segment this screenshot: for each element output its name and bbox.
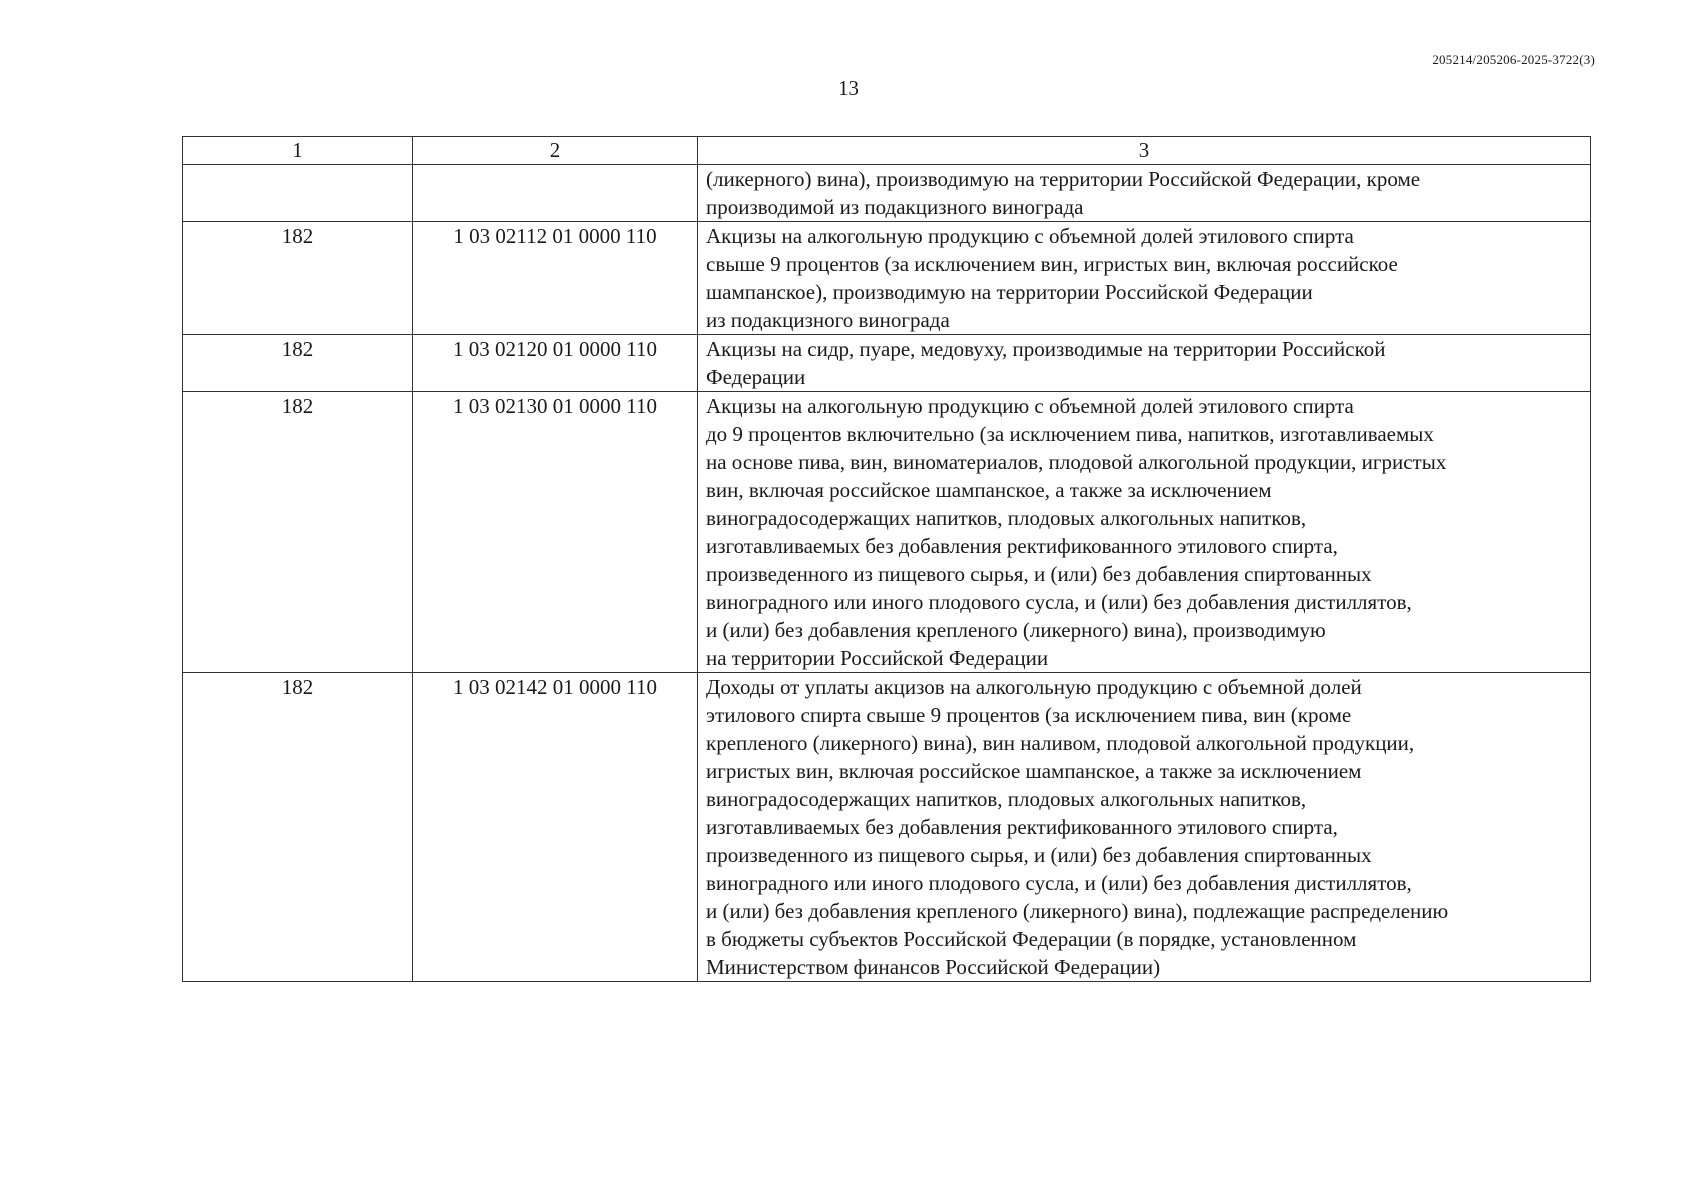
description-line: на территории Российской Федерации [706,646,1049,670]
budget-code-cell [413,165,698,222]
description-line: изготавливаемых без добавления ректификованного этилового спирта, [706,815,1338,839]
description-cell [698,392,1591,673]
description-line: и (или) без добавления крепленого (ликерного) вина), производимую [706,618,1326,642]
table-row [183,673,1591,982]
description-line: свыше 9 процентов (за исключением вин, игристых вин, включая российское [706,252,1398,276]
page-number: 13 [838,76,859,100]
description-cell [698,335,1591,392]
column-header-1: 1 [183,137,413,165]
description-line: изготавливаемых без добавления ректификованного этилового спирта, [706,534,1338,558]
description-line: на основе пива, вин, виноматериалов, плодовой алкогольной продукции, игристых [706,450,1447,474]
description-line: Акцизы на алкогольную продукцию с объемной долей этилового спирта [706,394,1354,418]
admin-code-cell [183,165,413,222]
description-line: этилового спирта свыше 9 процентов (за исключением пива, вин (кроме [706,703,1352,727]
budget-code-cell: 1 03 02112 01 0000 110 [413,222,698,335]
description-line: игристых вин, включая российское шампанское, а также за исключением [706,759,1362,783]
admin-code-cell: 182 [183,335,413,392]
description-cell [698,222,1591,335]
document-reference-number: 205214/205206-2025-3722(3) [1432,52,1595,67]
table-body [183,165,1591,982]
description-line: Акцизы на алкогольную продукцию с объемной долей этилового спирта [706,224,1354,248]
table-header-row [183,137,1591,165]
description-line: виноградосодержащих напитков, плодовых алкогольных напитков, [706,787,1307,811]
admin-code-cell: 182 [183,392,413,673]
description-line: до 9 процентов включительно (за исключением пива, напитков, изготавливаемых [706,422,1434,446]
description-line: виноградного или иного плодового сусла, и (или) без добавления дистиллятов, [706,871,1412,895]
budget-code-cell: 1 03 02120 01 0000 110 [413,335,698,392]
column-header-3: 3 [698,137,1591,165]
description-line: виноградосодержащих напитков, плодовых алкогольных напитков, [706,506,1307,530]
description-cell [698,673,1591,982]
table-row [183,222,1591,335]
revenue-codes-table [182,136,1591,982]
description-line: виноградного или иного плодового сусла, и (или) без добавления дистиллятов, [706,590,1412,614]
description-line: в бюджеты субъектов Российской Федерации (в порядке, установленном [706,927,1357,951]
budget-code-cell: 1 03 02142 01 0000 110 [413,673,698,982]
description-line: производимой из подакцизного винограда [706,195,1084,219]
description-cell [698,165,1591,222]
description-line: Доходы от уплаты акцизов на алкогольную продукцию с объемной долей [706,675,1362,699]
description-line: Федерации [706,365,806,389]
description-line: (ликерного) вина), производимую на территории Российской Федерации, кроме [706,167,1421,191]
description-line: Министерством финансов Российской Федерации) [706,955,1161,979]
table-row [183,335,1591,392]
description-line: вин, включая российское шампанское, а также за исключением [706,478,1272,502]
description-line: из подакцизного винограда [706,308,950,332]
description-line: произведенного из пищевого сырья, и (или) без добавления спиртованных [706,562,1372,586]
description-line: шампанское), производимую на территории Российской Федерации [706,280,1313,304]
description-line: крепленого (ликерного) вина), вин наливом, плодовой алкогольной продукции, [706,731,1415,755]
table-row [183,392,1591,673]
column-header-2: 2 [413,137,698,165]
admin-code-cell: 182 [183,222,413,335]
description-line: произведенного из пищевого сырья, и (или) без добавления спиртованных [706,843,1372,867]
description-line: Акцизы на сидр, пуаре, медовуху, производимые на территории Российской [706,337,1386,361]
budget-code-cell: 1 03 02130 01 0000 110 [413,392,698,673]
description-line: и (или) без добавления крепленого (ликерного) вина), подлежащие распределению [706,899,1449,923]
table-row [183,165,1591,222]
admin-code-cell: 182 [183,673,413,982]
